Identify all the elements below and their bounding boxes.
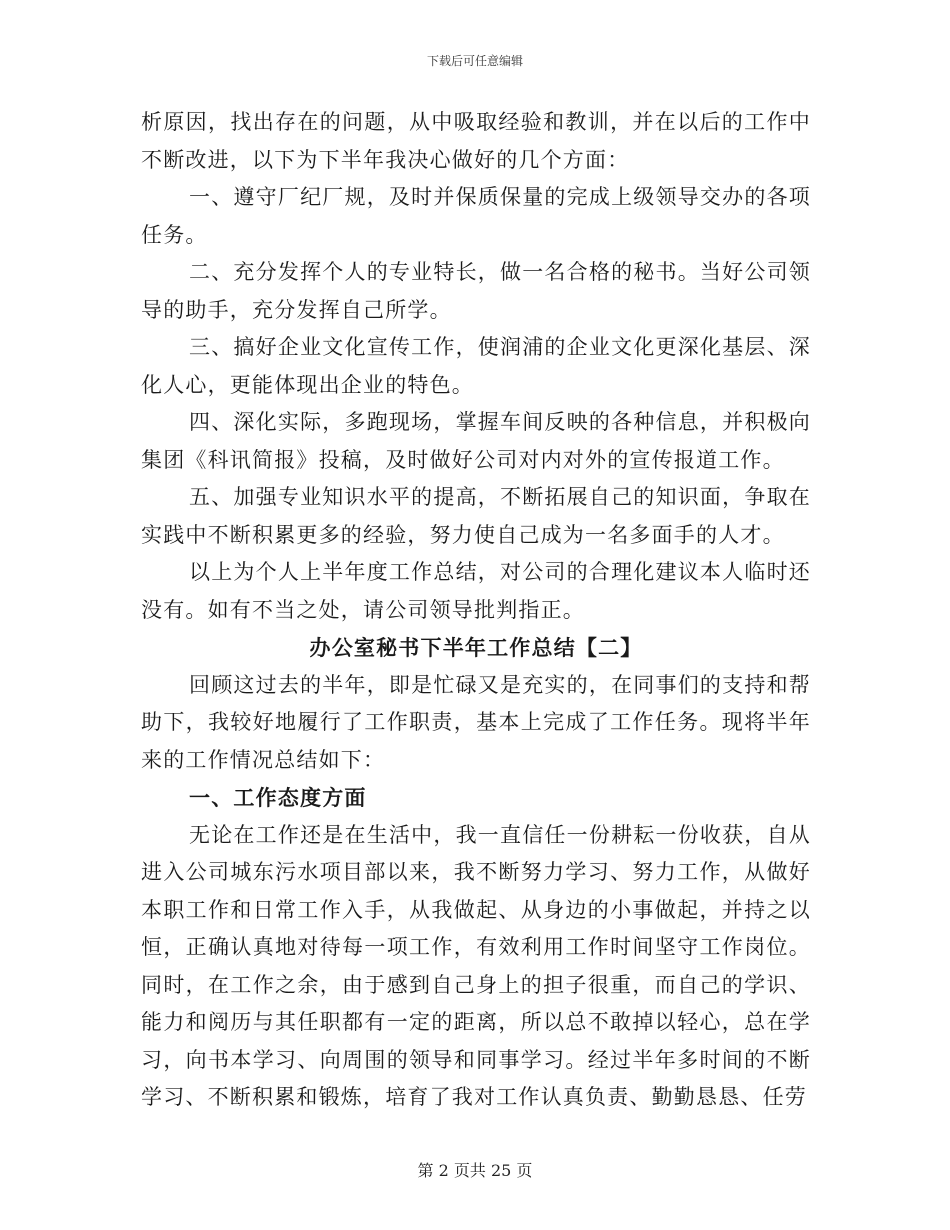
paragraph-item-5: 五、加强专业知识水平的提高，不断拓展自己的知识面，争取在实践中不断积累更多的经验，努力使自己成为一名多面手的人才。 bbox=[141, 485, 811, 547]
page-footer: 第 2 页共 25 页 bbox=[417, 1161, 533, 1180]
paragraph-item-1: 一、遵守厂纪厂规，及时并保质保量的完成上级领导交办的各项任务。 bbox=[141, 185, 811, 247]
paragraph-work-attitude: 无论在工作还是在生活中，我一直信任一份耕耘一份收获，自从进入公司城东污水项目部以来，我不断努力学习、努力工作，从做好本职工作和日常工作入手，从我做起、从身边的小事做起，并持之以恒，正确认真地对待每一项工作，有效利用工作时间坚守工作岗位。同时，在工作之余，由于感到自己身上的担子很重，而自己的学识、能力和阅历与其任职都有一定的距离，所以总不敢掉以轻心，总在学习，向书本学习、向周围的领导和同事学习。经过半年多时间的不断学习、不断积累和锻炼，培育了我对工作认真负责、勤勤恳恳、任劳 bbox=[141, 822, 811, 1109]
paragraph-item-4: 四、深化实际，多跑现场，掌握车间反映的各种信息，并积极向集团《科讯简报》投稿，及时做好公司对内对外的宣传报道工作。 bbox=[141, 410, 811, 472]
paragraph-intro: 回顾这过去的半年，即是忙碌又是充实的，在同事们的支持和帮助下，我较好地履行了工作职责，基本上完成了工作任务。现将半年来的工作情况总结如下： bbox=[141, 672, 811, 772]
subsection-heading: 一、工作态度方面 bbox=[189, 785, 367, 810]
paragraph-item-2: 二、充分发挥个人的专业特长，做一名合格的秘书。当好公司领导的助手，充分发挥自己所学。 bbox=[141, 260, 811, 322]
paragraph-continuation: 析原因，找出存在的问题，从中吸取经验和教训，并在以后的工作中不断改进，以下为下半年我决心做好的几个方面： bbox=[141, 110, 811, 172]
page-header: 下载后可任意编辑 bbox=[426, 54, 523, 68]
document-body bbox=[141, 104, 811, 1117]
section-title: 办公室秘书下半年工作总结【二】 bbox=[309, 635, 643, 660]
paragraph-closing: 以上为个人上半年度工作总结，对公司的合理化建议本人临时还没有。如有不当之处，请公司领导批判指正。 bbox=[141, 560, 811, 622]
paragraph-item-3: 三、搞好企业文化宣传工作，使润浦的企业文化更深化基层、深化人心，更能体现出企业的特色。 bbox=[141, 335, 811, 397]
